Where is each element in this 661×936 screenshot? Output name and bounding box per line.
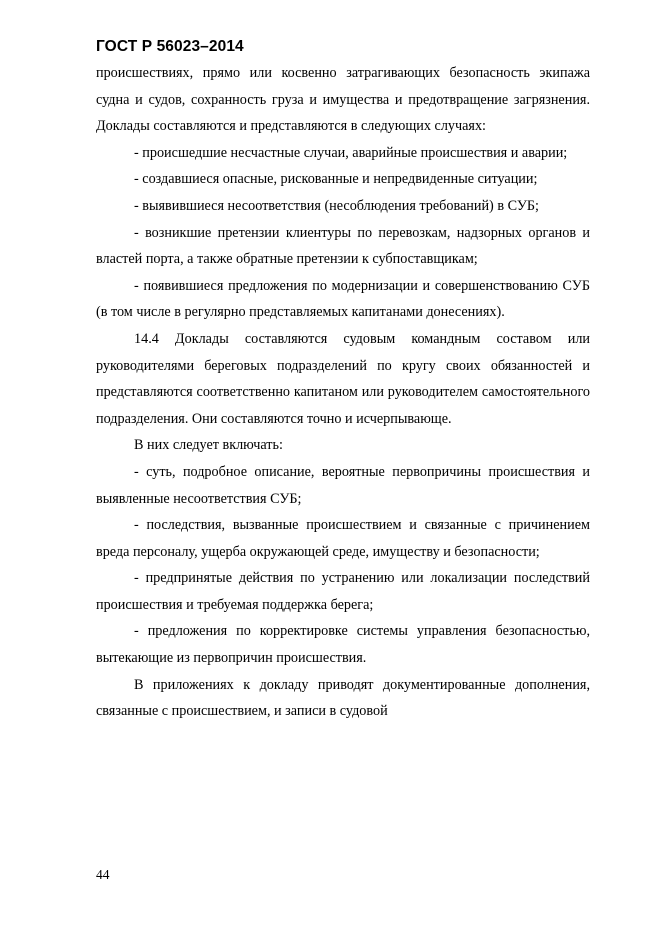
paragraph-continuation: происшествиях, прямо или косвенно затрагивающих безопасность экипажа судна и судов, сохранность груза и имущества и предотвращение загрязнения. Доклады составляются и представляются в следующих случаях: [96,65,590,135]
body-text [96,60,590,725]
list-item: - выявившиеся несоответствия (несоблюдения требований) в СУБ; [134,197,539,214]
paragraph-section-14-4: 14.4 Доклады составляются судовым командным составом или руководителями береговых подразделений по кругу своих обязанностей и представляются соответственно капитаном или руководителем самостоятельного подразделения. Они составляются точно и исчерпывающе. [96,330,590,427]
list-item: - предпринятые действия по устранению или локализации последствий происшествия и требуемая поддержка берега; [96,570,590,613]
list-item: - суть, подробное описание, вероятные первопричины происшествия и выявленные несоответствия СУБ; [96,463,590,507]
paragraph-appendices: В приложениях к докладу приводят документированные дополнения, связанные с происшествием, и записи в судовой [96,676,590,720]
list-item: - происшедшие несчастные случаи, аварийные происшествия и аварии; [134,144,568,161]
list-item: - последствия, вызванные происшествием и связанные с причинением вреда персоналу, ущерба окружающей среде, имуществу и безопасности; [96,517,590,560]
list-item: - возникшие претензии клиентуры по перевозкам, надзорных органов и властей порта, а также обратные претензии к субпоставщикам; [96,224,590,268]
standard-header: ГОСТ Р 56023–2014 [96,38,244,55]
page-number: 44 [96,867,110,882]
list-item: - предложения по корректировке системы управления безопасностью, вытекающие из первопричин происшествия. [96,623,590,667]
paragraph-include-intro: В них следует включать: [134,437,283,454]
list-item: - создавшиеся опасные, рискованные и непредвиденные ситуации; [134,171,538,188]
list-item: - появившиеся предложения по модернизации и совершенствованию СУБ (в том числе в регулярно представляемых капитанами донесениях). [96,277,590,321]
